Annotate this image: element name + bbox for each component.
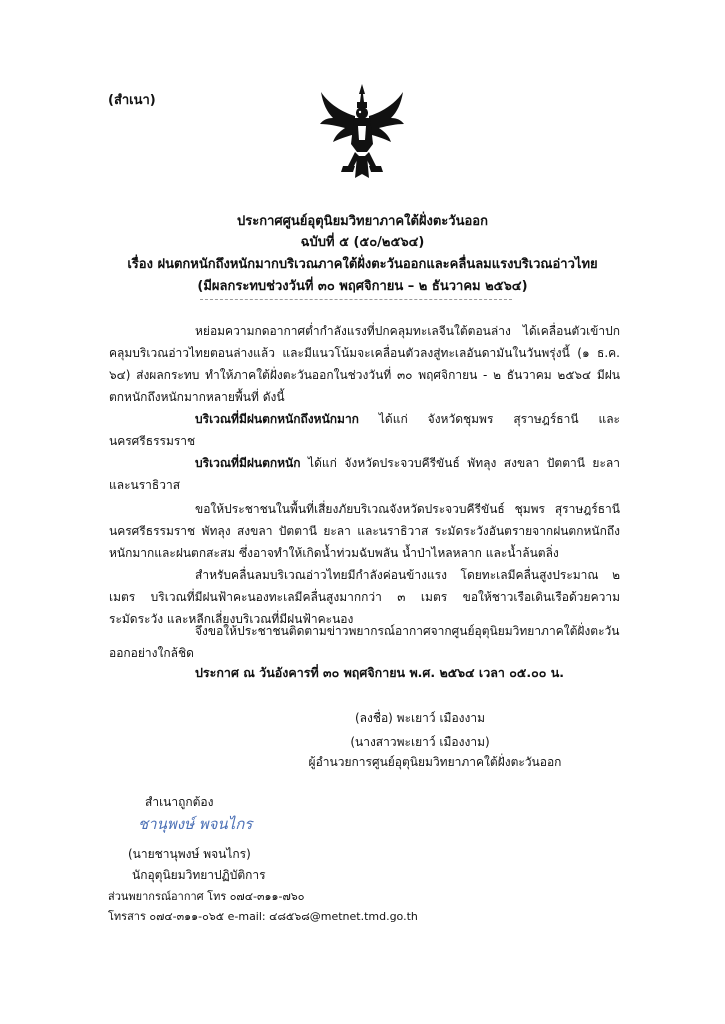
area-text: ได้แก่ จังหวัดประจวบคีรีขันธ์ พัทลุง สงขลา ปัตตานี ยะลา และนราธิวาส (109, 456, 620, 492)
signature-line: (ลงชื่อ) พะเยาว์ เมืองงาม (354, 711, 486, 725)
announcement-period: (มีผลกระทบช่วงวันที่ ๓๐ พฤศจิกายน – ๒ ธันวาคม ๒๕๖๔) (197, 279, 528, 294)
announcement-subject: เรื่อง ฝนตกหนักถึงหนักมากบริเวณภาคใต้ฝั่งตะวันออกและคลื่นลมแรงบริเวณอ่าวไทย (127, 257, 598, 272)
paragraph-text: สำหรับคลื่นลมบริเวณอ่าวไทยมีกำลังค่อนข้างแรง โดยทะเลมีคลื่นสูงประมาณ ๒ เมตร บริเวณที่มีฝนฟ้าคะนองทะเลมีคลื่นสูงมากกว่า ๓ เมตร ขอให้ชาวเรือเดินเรือด้วยความระมัดระวัง และหลีกเลี่ยงบริเวณที่มีฝนฟ้าคะนอง (109, 568, 620, 626)
heavy-rain-area (109, 408, 620, 452)
footer-fax-email: โทรสาร ๐๗๔-๓๑๑-๐๖๕ e-mail: ๔๘๕๖๘@metnet.tmd.go.th (108, 910, 418, 923)
body-paragraph-3 (109, 498, 620, 564)
handwritten-signature: ชานุพงษ์ พจนไกร (138, 815, 253, 833)
announcement-date: ประกาศ ณ วันอังคารที่ ๓๐ พฤศจิกายน พ.ศ. ๒๕๖๔ เวลา ๐๕.๐๐ น. (195, 665, 564, 680)
signatory-name: (นางสาวพะเยาว์ เมืองงาม) (350, 735, 490, 749)
certifier-position: นักอุตุนิยมวิทยาปฏิบัติการ (132, 868, 266, 882)
signatory-position: ผู้อำนวยการศูนย์อุตุนิยมวิทยาภาคใต้ฝั่งตะวันออก (308, 755, 562, 769)
rain-area (109, 452, 620, 496)
body-paragraph-2 (109, 408, 620, 496)
copy-mark: (สำเนา) (108, 93, 156, 108)
area-text: ได้แก่ จังหวัดชุมพร สุราษฎร์ธานี และนครศรีธรรมราช (109, 412, 620, 448)
header-divider (200, 299, 512, 300)
footer-phone: ส่วนพยากรณ์อากาศ โทร ๐๗๔-๓๑๑-๗๖๐ (108, 890, 305, 903)
body-paragraph-1 (109, 320, 620, 408)
area-label: บริเวณที่มีฝนตกหนัก (195, 456, 301, 470)
announcement-title: ประกาศศูนย์อุตุนิยมวิทยาภาคใต้ฝั่งตะวันออก (237, 214, 488, 229)
area-label: บริเวณที่มีฝนตกหนักถึงหนักมาก (195, 412, 359, 426)
announcement-number: ฉบับที่ ๕ (๕๐/๒๕๖๔) (300, 235, 425, 250)
paragraph-text: ขอให้ประชาชนในพื้นที่เสี่ยงภัยบริเวณจังหวัดประจวบคีรีขันธ์ ชุมพร สุราษฎร์ธานีนครศรีธรรมราช พัทลุง สงขลา ปัตตานี ยะลา และนราธิวาส ระมัดระวังอันตรายจากฝนตกหนักถึงหนักมากและฝนตกสะสม ซึ่งอาจทำให้เกิดน้ำท่วมฉับพลัน น้ำป่าไหลหลาก และน้ำล้นตลิ่ง (109, 502, 620, 560)
paragraph-text: หย่อมความกดอากาศต่ำกำลังแรงที่ปกคลุมทะเลจีนใต้ตอนล่าง ได้เคลื่อนตัวเข้าปกคลุมบริเวณอ่าวไทยตอนล่างแล้ว และมีแนวโน้มจะเคลื่อนตัวลงสู่ทะเลอันดามันในวันพรุ่งนี้ (๑ ธ.ค. ๖๔) ส่งผลกระทบ ทำให้ภาคใต้ฝั่งตะวันออกในช่วงวันที่ ๓๐ พฤศจิกายน - ๒ ธันวาคม ๒๕๖๔ มีฝนตกหนักถึงหนักมากหลายพื้นที่ ดังนี้ (109, 324, 620, 404)
body-paragraph-5 (109, 620, 620, 664)
garuda-emblem-icon (317, 82, 407, 182)
certifier-name: (นายชานุพงษ์ พจนไกร) (128, 847, 251, 861)
certified-copy-label: สำเนาถูกต้อง (145, 795, 214, 809)
paragraph-text: จึงขอให้ประชาชนติดตามข่าวพยากรณ์อากาศจากศูนย์อุตุนิยมวิทยาภาคใต้ฝั่งตะวันออกอย่างใกล้ชิด (109, 624, 620, 660)
